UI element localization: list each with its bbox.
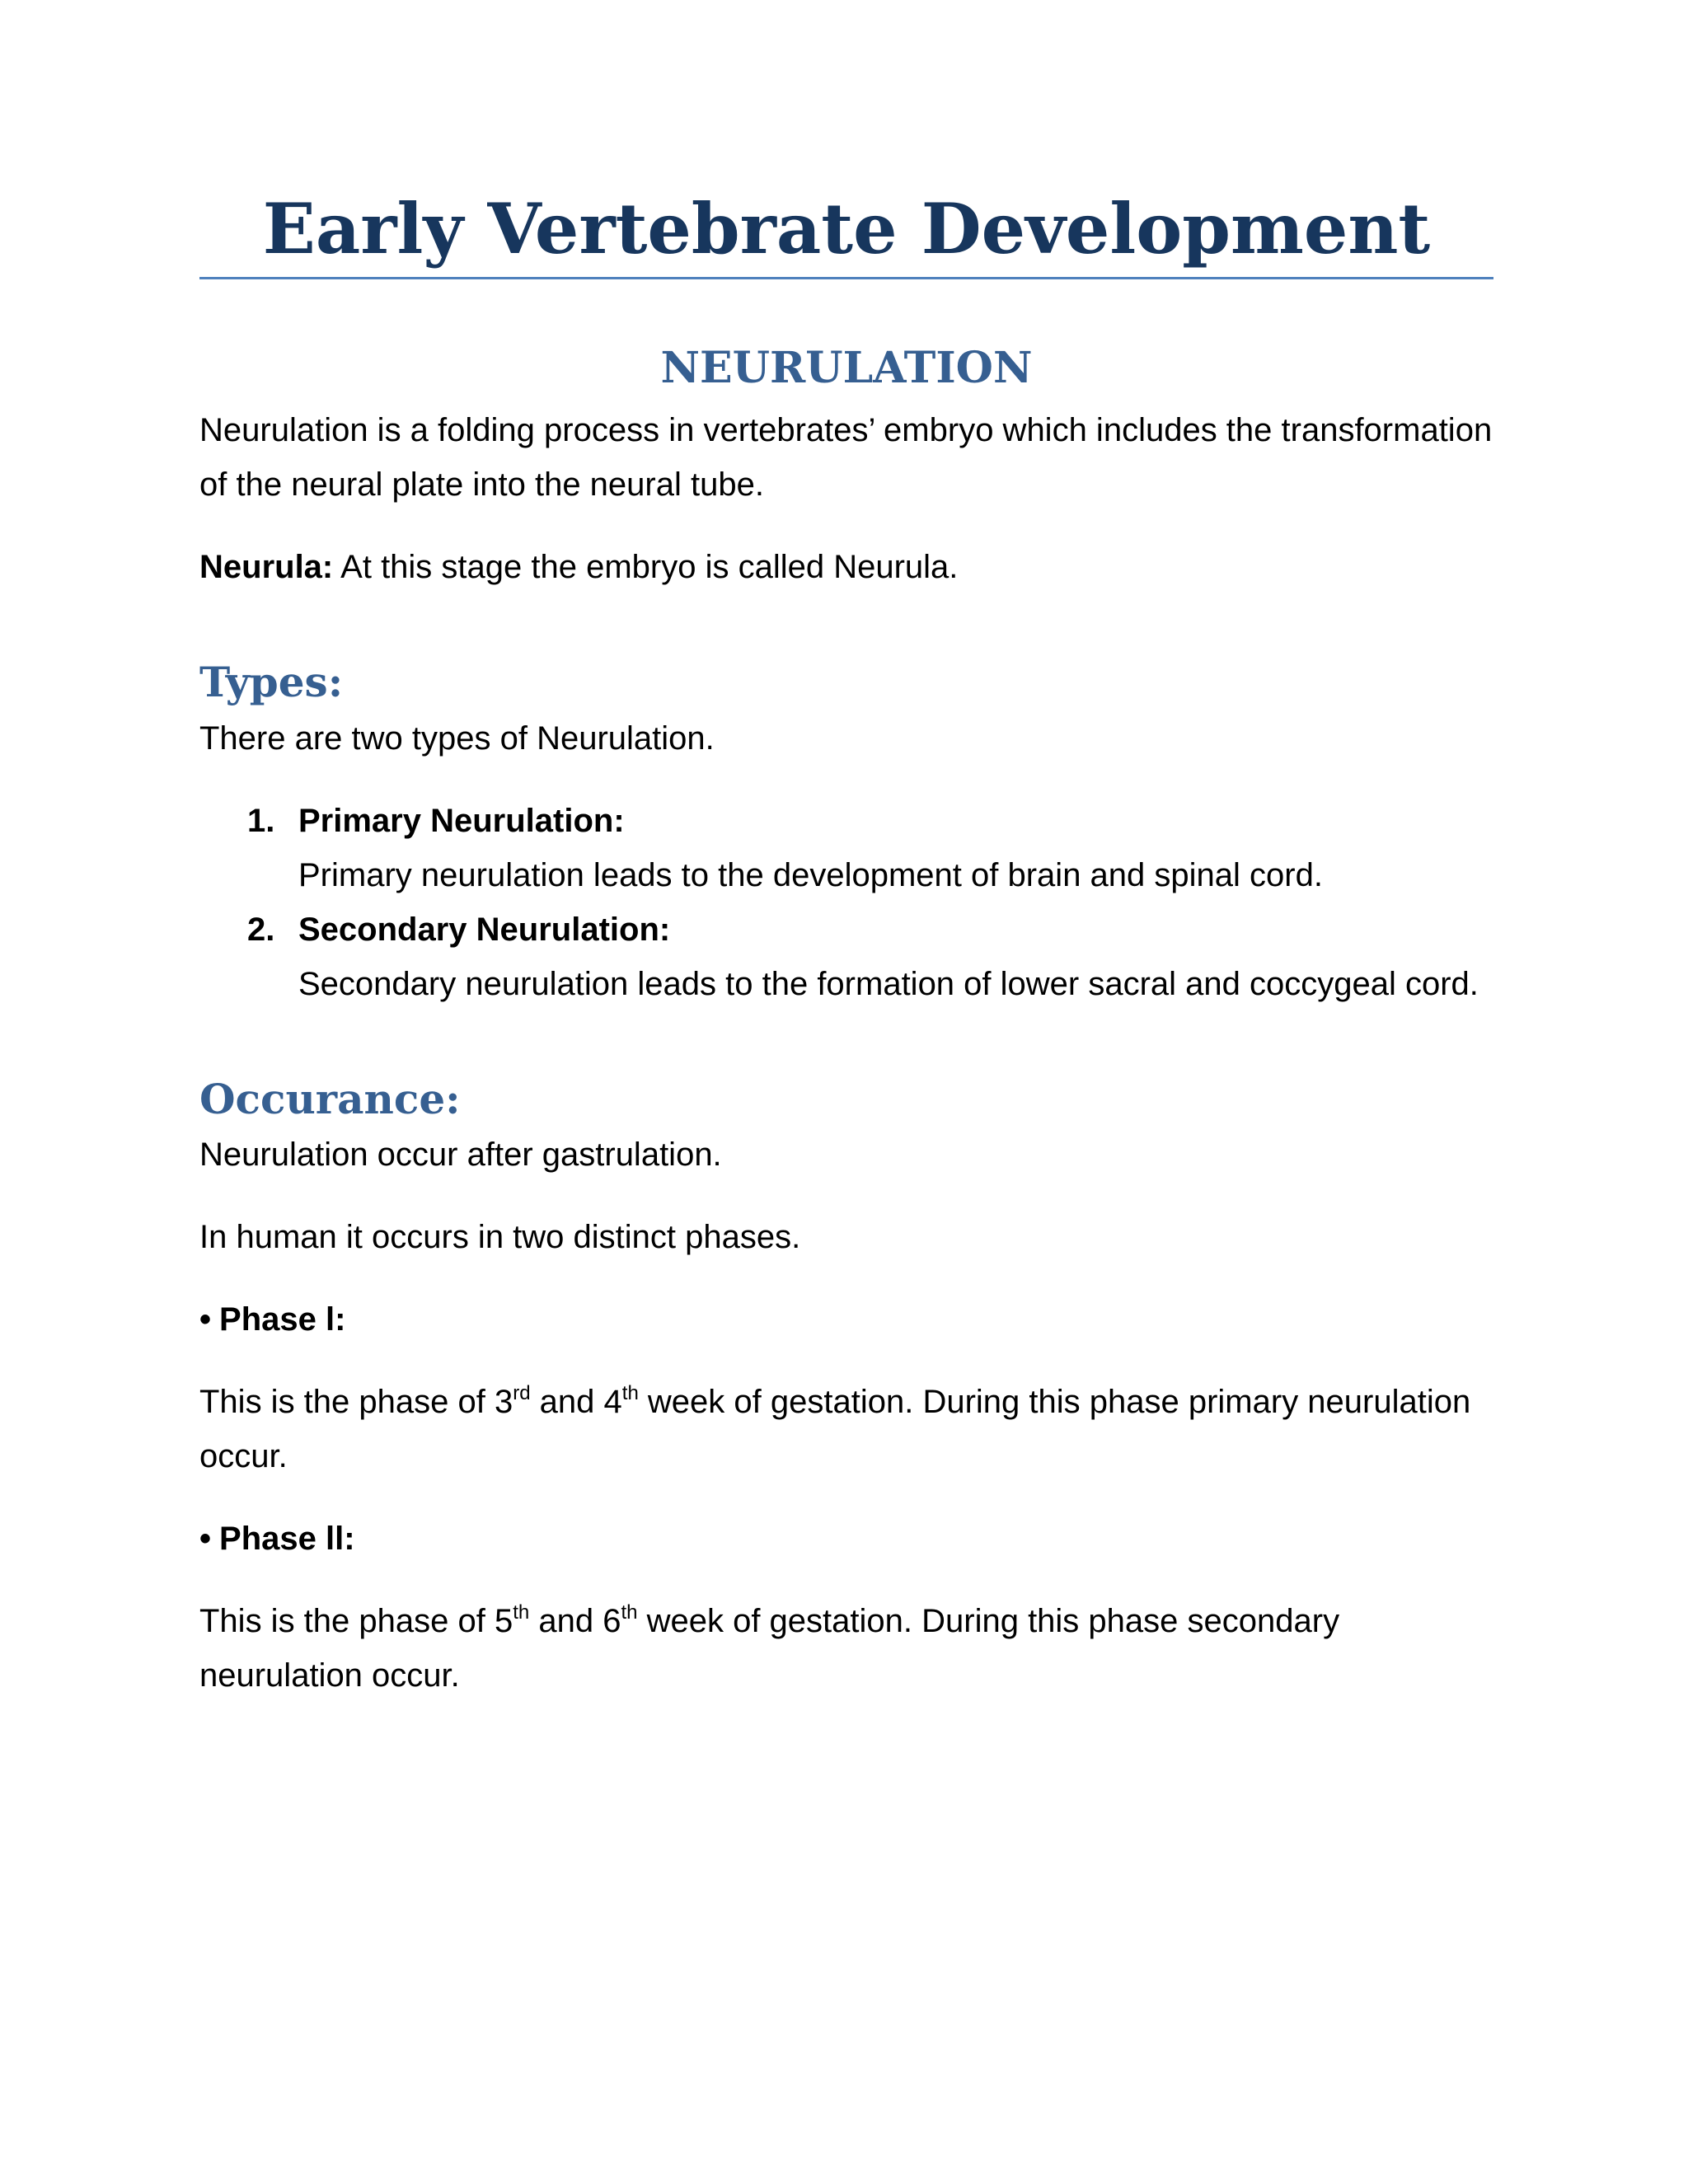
list-item: [199, 902, 1493, 1011]
phase-2-text-b: and 6: [529, 1603, 621, 1640]
bullet-icon: •: [199, 1521, 212, 1558]
phase-2-heading: [199, 1511, 1493, 1566]
phase-1-heading: [199, 1292, 1493, 1347]
types-intro: There are two types of Neurulation.: [199, 719, 715, 757]
document-body: [199, 188, 1493, 1703]
phase-1-sup-b: th: [621, 1382, 639, 1405]
phase-2-sup-b: th: [621, 1601, 638, 1624]
list-item: [199, 794, 1493, 902]
phase-1-text-c: week of gestation. During this phase primary neurulation occur.: [199, 1384, 1471, 1475]
neurula-label: Neurula:: [199, 549, 334, 586]
phase-2-text-c: week of gestation. During this phase secondary neurulation occur.: [199, 1603, 1340, 1694]
occurance-heading: Occurance:: [199, 1074, 461, 1123]
list-item-text: Primary neurulation leads to the development of brain and spinal cord.: [298, 856, 1323, 893]
types-heading: Types:: [199, 658, 344, 707]
neurula-text: At this stage the embryo is called Neurula.: [333, 549, 959, 586]
phase-2-sup-a: th: [513, 1601, 530, 1624]
occurance-line-2: In human it occurs in two distinct phases.: [199, 1219, 801, 1256]
document-title: Early Vertebrate Development: [199, 191, 1493, 279]
list-item-number: 2.: [247, 911, 275, 948]
bullet-icon: •: [199, 1301, 212, 1338]
occurance-line-1: Neurulation occur after gastrulation.: [199, 1137, 722, 1174]
neurula-paragraph: [199, 540, 1493, 594]
list-item-text: Secondary neurulation leads to the formation of lower sacral and coccygeal cord.: [298, 965, 1479, 1002]
list-item-title: Primary Neurulation:: [298, 802, 625, 839]
section-heading: NEURULATION: [660, 343, 1033, 394]
intro-paragraph: Neurulation is a folding process in vertebrates’ embryo which includes the transformation of the neural plate into the neural tube.: [199, 412, 1493, 504]
types-list: [199, 794, 1493, 1011]
list-item-title: Secondary Neurulation:: [298, 911, 671, 948]
phase-1-text-b: and 4: [530, 1384, 622, 1421]
phase-2-text: [199, 1594, 1493, 1703]
list-item-number: 1.: [247, 802, 275, 839]
phase-1-text: [199, 1375, 1493, 1483]
phase-2-label: Phase ll:: [219, 1521, 355, 1558]
phase-1-text-a: This is the phase of 3: [199, 1384, 513, 1421]
phase-1-label: Phase l:: [219, 1301, 346, 1338]
phase-2-text-a: This is the phase of 5: [199, 1603, 513, 1640]
phase-1-sup-a: rd: [513, 1382, 531, 1405]
